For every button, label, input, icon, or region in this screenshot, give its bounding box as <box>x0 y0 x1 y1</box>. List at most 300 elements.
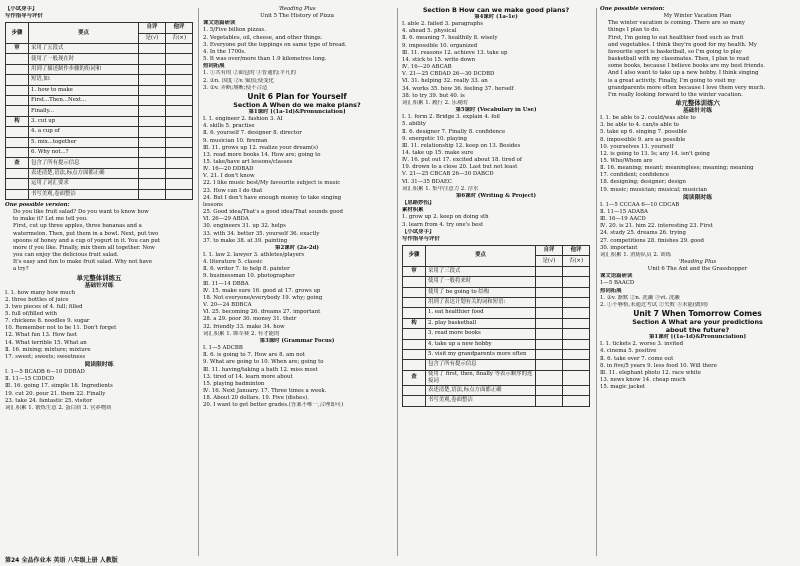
answer-line: Ⅴ. 21—25 CBCAB 26—30 DABCD <box>402 171 494 178</box>
answer-line: Ⅱ. 6. meaning 7. healthily 8. wisely <box>402 35 498 42</box>
version-label: One possible version: <box>5 201 70 208</box>
self-eval-cell[interactable] <box>139 137 166 147</box>
answer-line: Ⅲ. 11—14 DBBA <box>203 280 249 287</box>
column-1 <box>5 6 193 412</box>
answer-line: Ⅰ. 1. tickets 2. worse 3. invited <box>600 341 684 348</box>
basic-practice-heading: 基础针对练 <box>84 282 114 289</box>
step-cell <box>403 360 426 370</box>
point-cell: 短语,如: <box>29 75 139 85</box>
self-eval-cell[interactable] <box>139 85 166 95</box>
answer-line: And I also want to take up a new hobby. I think singing <box>608 70 759 77</box>
peer-eval-cell[interactable] <box>166 54 193 64</box>
answer-line: 5. take up 6. singing 7. possible <box>600 129 687 136</box>
peer-eval-cell[interactable] <box>166 75 193 85</box>
answer-line: It's easy and fun to make fruit salad. Why not have <box>13 259 153 266</box>
peer-eval-cell[interactable] <box>563 308 590 318</box>
peer-eval-cell[interactable] <box>563 329 590 339</box>
table-row <box>6 64 193 74</box>
point-cell: 书写美观,卷面整洁 <box>426 396 536 406</box>
answer-line: 2. ①n. 国度 ②v. 赋值;使变化 <box>203 77 275 84</box>
answer-line: basketball with my classmates. Then, I plan to read <box>608 56 749 63</box>
answer-line: 34. works 35. how 36. feeling 37. herself <box>402 85 514 92</box>
answer-line: Ⅱ. 6. is going to 7. How are 8. am not <box>203 352 305 359</box>
header-other: 他评 <box>166 23 193 33</box>
answer-line: 23. How can I do that <box>203 187 263 194</box>
header-yes: 是(√) <box>139 33 166 43</box>
header-step: 步骤 <box>6 23 29 44</box>
table-row <box>403 329 590 339</box>
table-row <box>6 127 193 137</box>
sub-heading: 热词拓展 <box>600 287 622 294</box>
reading-plus-unit: Unit 5 The History of Pizza <box>260 13 334 20</box>
answer-line: Ⅴ. 21. I don't know <box>203 173 255 180</box>
table-row <box>6 137 193 147</box>
point-cell: 用到了描述制作步骤的衔词和 <box>29 64 139 74</box>
step-cell <box>6 96 29 106</box>
answer-line: 24. But I don't have enough money to take singing <box>203 194 342 201</box>
answer-line: The winter vacation is coming. There are so many <box>608 20 745 27</box>
answer-line: 32. friendly 33. make 34. how <box>203 323 285 330</box>
answer-line: grandparents more often because I love them very much. <box>608 84 766 91</box>
answer-line: 14. What terrible 15. What an <box>5 339 87 346</box>
answer-line: 25. Good idea/That's a good idea/That sounds good <box>203 209 343 216</box>
peer-eval-cell[interactable] <box>563 266 590 276</box>
step-cell <box>6 106 29 116</box>
answer-line: Ⅳ. 16—20 DDBAD <box>203 166 254 173</box>
peer-eval-cell[interactable] <box>563 396 590 406</box>
answer-line: 4. In the 1700s. <box>203 48 246 55</box>
sub-heading: 课文语篇研读 <box>203 20 236 27</box>
answer-line: 词汇积累 1. 履行 2. 乐观的 <box>402 99 468 106</box>
answer-line: 3. ①v. 弄断;掰断;使不合适 <box>203 84 268 91</box>
self-eval-cell[interactable] <box>536 385 563 395</box>
header-yes: 是(√) <box>536 256 563 266</box>
section-heading: Section A When do we make plans? <box>233 100 361 109</box>
answer-line: 15. playing badminton <box>203 380 265 387</box>
reading-practice-heading: 阅读限时练 <box>84 362 114 369</box>
answer-line: 词汇积累 1. 消防队员 2. 训练 <box>600 251 672 258</box>
self-eval-cell[interactable] <box>139 148 166 158</box>
answer-line: 15. magic jacket <box>600 384 646 391</box>
peer-eval-cell[interactable] <box>166 85 193 95</box>
point-cell: First...Then...Next... <box>29 96 139 106</box>
step-cell <box>6 85 29 95</box>
table-row <box>403 339 590 349</box>
answer-list <box>600 202 795 259</box>
step-cell <box>6 179 29 189</box>
step-cell <box>6 75 29 85</box>
answer-line: things I plan to do. <box>608 27 660 34</box>
peer-eval-cell[interactable] <box>166 189 193 199</box>
column-4 <box>600 6 795 391</box>
answer-line: 15. take/have art lessons/classes <box>203 158 293 165</box>
answer-line: 12. is going to 13. Is; any 14. isn't going <box>600 150 710 157</box>
answer-line: 27. competitions 28. finishes 29. good <box>600 237 704 244</box>
answer-line: Ⅲ. 16—19 AACD <box>600 216 646 223</box>
answer-line: more if you like. Finally, mix them all together. Now <box>13 244 155 251</box>
point-cell: 使用了一般现在时 <box>29 54 139 64</box>
answer-line: 1. 5/Five billion pizzas. <box>203 27 266 34</box>
answer-line: Ⅱ. 6. writer 7. to help 8. painter <box>203 266 290 273</box>
answer-line: 4. literature 5. classic <box>203 259 263 266</box>
answer-line: 词汇积累 1. 绑军赛 2. 有才能的 <box>203 330 280 337</box>
table-row <box>6 168 193 178</box>
answer-line: you can enjoy the delicious fruit salad. <box>13 252 119 259</box>
step-cell <box>403 297 426 307</box>
peer-eval-cell[interactable] <box>166 148 193 158</box>
column-divider <box>397 8 398 556</box>
answer-line: Ⅰ. 1. law 2. lawyer 3. athletes/players <box>203 252 305 258</box>
answer-line: Ⅲ. 16. going 17. simple 18. Ingredients <box>5 383 113 390</box>
answer-line: watermelon. Then, put them in a bowl. Next, put two <box>13 230 159 237</box>
self-eval-cell[interactable] <box>536 329 563 339</box>
answer-line: Do you like fruit salad? Do you want to know how <box>13 209 149 216</box>
peer-eval-cell[interactable] <box>166 137 193 147</box>
sub-heading: 素材积累 <box>402 207 424 214</box>
answer-line: Ⅰ. 1—5 CCCAA 6—10 CDCAB <box>600 201 680 208</box>
answer-list <box>203 252 391 338</box>
answer-line: 8. impossible 9. are as possible <box>600 136 686 143</box>
answer-line: 24. study 25. dreams 26. trying <box>600 230 686 237</box>
peer-eval-cell[interactable] <box>166 168 193 178</box>
answer-line: 30. important <box>600 244 638 251</box>
table-body <box>6 44 193 200</box>
point-cell: 3. read more books <box>426 329 536 339</box>
peer-eval-cell[interactable] <box>563 318 590 328</box>
answer-list <box>203 70 391 91</box>
answer-list <box>402 114 590 193</box>
answer-line: 3. be able to 4. can/is able to <box>600 122 679 129</box>
answer-line: 10. Remember not to be 11. Don't forget <box>5 325 117 332</box>
self-eval-cell[interactable] <box>139 75 166 85</box>
peer-eval-cell[interactable] <box>563 370 590 385</box>
unit-heading: Unit 7 When Tomorrow Comes <box>633 309 762 319</box>
answer-line: Ⅱ. 11—15 ADABA <box>600 208 648 215</box>
self-eval-cell[interactable] <box>139 127 166 137</box>
writing-evaluation-table <box>5 22 193 200</box>
reading-plus-title: 'Reading Plus <box>678 259 717 265</box>
answer-line: Ⅰ. able 2. failed 3. paragraphs <box>402 21 483 28</box>
answer-line: 20. I want to get better grades.(答案不唯一,合理即可) <box>203 402 344 409</box>
table-row <box>403 308 590 318</box>
table-row <box>6 116 193 126</box>
self-eval-cell[interactable] <box>139 116 166 126</box>
column-3 <box>402 6 590 409</box>
step-cell <box>6 168 29 178</box>
sub-heading: 【思路妙招】 <box>402 200 435 207</box>
self-eval-cell[interactable] <box>139 54 166 64</box>
table-row <box>403 396 590 406</box>
answer-list <box>402 21 590 107</box>
answer-line: 18. designing; designer; design <box>600 179 686 186</box>
table-row <box>403 266 590 276</box>
peer-eval-cell[interactable] <box>166 106 193 116</box>
point-cell: 用到了表达计划有关的词和短语: <box>426 297 536 307</box>
table-row <box>403 277 590 287</box>
point-cell: 5. visit my grandparents more often <box>426 349 536 359</box>
table-row <box>403 318 590 328</box>
self-eval-cell[interactable] <box>536 308 563 318</box>
peer-eval-cell[interactable] <box>166 158 193 168</box>
self-eval-cell[interactable] <box>536 318 563 328</box>
answer-line: 14. take up 15. make sure <box>402 149 474 156</box>
point-cell: 3. cut up <box>29 116 139 126</box>
self-eval-cell[interactable] <box>139 44 166 54</box>
unit-review-heading: 单元整体训练六 <box>675 99 720 108</box>
step-cell: 查 <box>403 370 426 385</box>
self-eval-cell[interactable] <box>536 349 563 359</box>
self-eval-cell[interactable] <box>139 106 166 116</box>
answer-line: 3. two pieces of 4. full; filled <box>5 303 83 310</box>
answer-line: Ⅰ. 1—5 ADCBB <box>203 345 243 352</box>
self-eval-cell[interactable] <box>536 360 563 370</box>
self-eval-cell[interactable] <box>536 287 563 297</box>
step-cell <box>403 287 426 297</box>
answer-line: Ⅱ. 6. designer 7. Finally 8. confidence <box>402 128 506 135</box>
answer-line: 3. learn from 4. try one's best <box>402 221 484 228</box>
peer-eval-cell[interactable] <box>563 360 590 370</box>
section-heading: Section B How can we make good plans? <box>422 6 570 14</box>
peer-eval-cell[interactable] <box>563 339 590 349</box>
answer-line: to make it? Let me tell you. <box>13 216 88 223</box>
answer-line: 28. a 29. poor 30. money 31. their <box>203 316 297 323</box>
answer-line: Ⅴ. 20—24 BDBCA <box>203 302 252 309</box>
answer-line: 13. news know 14. cheap much <box>600 377 686 384</box>
answer-list <box>600 280 795 287</box>
point-cell: 书写美观,卷面整洁 <box>29 189 139 199</box>
header-point: 要点 <box>29 23 139 44</box>
table-row <box>6 106 193 116</box>
peer-eval-cell[interactable] <box>166 44 193 54</box>
column-divider <box>596 8 597 556</box>
page-footer: 第24 全品作业本 英语 八年级上册 人教版 <box>5 557 118 564</box>
answer-line: 15. Who/Whom are <box>600 157 653 164</box>
peer-eval-cell[interactable] <box>166 116 193 126</box>
step-cell <box>403 308 426 318</box>
step-cell <box>403 277 426 287</box>
answer-line: 3. Everyone put the toppings on same type of bread. <box>203 41 347 48</box>
table-row <box>403 297 590 307</box>
answer-line: 17. confident; confidence <box>600 172 670 179</box>
self-eval-cell[interactable] <box>139 189 166 199</box>
answer-line: 18. Not everyone/everybody 19. why; going <box>203 294 323 301</box>
answer-line: 2. Vegetables, oil, cheese, and other things. <box>203 34 323 41</box>
answer-line: Ⅴ. 21—25 CBDAD 26—30 DCDBD <box>402 71 495 78</box>
step-cell: 查 <box>6 158 29 168</box>
step-cell <box>6 127 29 137</box>
self-eval-cell[interactable] <box>536 339 563 349</box>
step-cell: 构 <box>403 318 426 328</box>
peer-eval-cell[interactable] <box>563 385 590 395</box>
answer-list <box>402 214 590 228</box>
writing-evaluation-table <box>402 245 590 407</box>
column-2 <box>203 6 391 409</box>
answer-line: 22. I like music best/My favourite subject is music <box>203 180 341 187</box>
peer-eval-cell[interactable] <box>166 179 193 189</box>
answer-line: Ⅱ. 6. take over 7. come out <box>600 355 674 362</box>
peer-eval-cell[interactable] <box>166 127 193 137</box>
answer-line: lessons <box>203 201 223 208</box>
answer-line: Ⅲ. 11. grows up 12. realize your dream(s) <box>203 144 318 151</box>
point-cell: 4. a cup of <box>29 127 139 137</box>
answer-line: some books, because I believe books are my best friends. <box>608 63 765 70</box>
step-cell <box>6 54 29 64</box>
table-row <box>403 349 590 359</box>
peer-eval-cell[interactable] <box>166 64 193 74</box>
answer-line: 8. in five/5 years 9. less food 10. Will there <box>600 362 717 369</box>
answer-line: Ⅰ. 1. be able to 2. could/was able to <box>600 115 696 122</box>
answer-line: Ⅲ. 11. reasons 12. achieve 13. take up <box>402 49 508 56</box>
table-header-row <box>403 246 590 256</box>
answer-line: Ⅲ. 11. having/taking a bath 12. miss most <box>203 366 318 373</box>
table-row <box>403 370 590 385</box>
reading-practice-heading: 阅读限时练 <box>683 194 712 201</box>
lesson-heading: 第5课时 (Vocabulary in Use) <box>455 107 537 114</box>
point-cell: 2. play basketball <box>426 318 536 328</box>
answer-list <box>203 345 391 409</box>
answer-line: 23. take 24. fantastic 25. visitor <box>5 397 93 404</box>
answer-line: 9. energetic 10. playing <box>402 135 467 142</box>
basic-practice-heading: 基础针对练 <box>683 108 712 115</box>
step-cell <box>403 329 426 339</box>
lesson-heading: 第4课时 (1a-1e) <box>474 14 518 20</box>
table-row <box>403 360 590 370</box>
header-self: 自评 <box>139 23 166 33</box>
answer-line: 1—5 BAACD <box>600 280 635 287</box>
answer-line: 19. music; musician; musical; musician <box>600 186 708 193</box>
self-eval-cell[interactable] <box>536 266 563 276</box>
table-row <box>403 287 590 297</box>
header-self: 自评 <box>536 246 563 256</box>
answer-line: 2. ①不够格,未通过考试 ②失败 ③未能(做到) <box>600 301 708 308</box>
sub-heading: 热词拓展 <box>203 63 225 70</box>
answer-line: 17. sweet; sweets; sweetness <box>5 353 86 360</box>
point-cell: 运用了词汇要求 <box>29 179 139 189</box>
answer-list <box>203 116 391 245</box>
answer-line: 9. businessman 10. photographer <box>203 273 295 280</box>
self-eval-cell[interactable] <box>536 277 563 287</box>
lesson-heading: 第1课时 [(1a-1d)&Pronunciation] <box>248 108 346 115</box>
peer-eval-cell[interactable] <box>166 96 193 106</box>
section-heading: Section A What are your predictions <box>632 318 763 327</box>
lesson-heading: 第3课时 (Grammar Focus) <box>259 337 335 344</box>
point-cell: 包含了所有提示信息 <box>426 360 536 370</box>
answer-line: Ⅲ. 11. relationship 12. keep on 13. Besides <box>402 142 521 149</box>
answer-line: 30. engineers 31. up 32. helps <box>203 223 286 230</box>
unit-heading: Unit 6 Plan for Yourself <box>247 91 347 101</box>
answer-line: Ⅰ. 1—5 BCADB 6—10 DDBAD <box>5 369 85 376</box>
answer-line: 33. with 34. better 35. yourself 36. exactly <box>203 230 320 237</box>
table-row <box>6 96 193 106</box>
answer-line: 9. musician 10. fireman <box>203 137 268 144</box>
self-eval-cell[interactable] <box>536 370 563 385</box>
header-step: 步骤 <box>403 246 426 267</box>
answer-line: First, cut up three apples, three bananas and a <box>13 223 142 230</box>
answer-line: 19. cut 20. pour 21. them 22. Finally <box>5 390 106 397</box>
section-title: 写作指导与评价 <box>5 13 43 20</box>
answer-line: Ⅵ. 25. becoming 26. dreams 27. important <box>203 309 321 316</box>
answer-line: 19. drown to a close 20. Last but not least <box>402 164 518 171</box>
sample-essay <box>5 209 193 273</box>
point-cell: 使用了 be going to 结构 <box>426 287 536 297</box>
answer-line: 5. ability <box>402 121 426 128</box>
answer-line: 4. ahead 5. physical <box>402 28 457 35</box>
lesson-heading: 第2课时 (2a-2d) <box>275 244 319 251</box>
answer-line: spoons of honey and a cup of yogurt in it. You can put <box>13 237 161 244</box>
point-cell: 使用了 first, then, finally 等表示顺序的连接词 <box>426 370 536 385</box>
step-cell: 构 <box>6 116 29 126</box>
self-eval-cell[interactable] <box>139 64 166 74</box>
answer-line: 2. three bottles of juice <box>5 296 69 303</box>
peer-eval-cell[interactable] <box>563 297 590 307</box>
section-title: 写作指导与评价 <box>402 235 440 242</box>
answer-line: 13. tired of 14. learn more about <box>203 373 293 380</box>
answer-line: Ⅳ. 20. is 21. him 22. interesting 23. First <box>600 223 713 230</box>
answer-line: Ⅳ. 16. put out 17. excited about 18. tired of <box>402 157 522 164</box>
answer-list <box>600 115 795 194</box>
answer-line: 5. full of/filled with <box>5 310 57 317</box>
point-cell: 使用了一般将来时 <box>426 277 536 287</box>
answer-line: 1. ①共有的 ②面包的 ③普通的;平凡的 <box>203 70 296 77</box>
step-cell: 审 <box>6 44 29 54</box>
self-eval-cell[interactable] <box>139 179 166 189</box>
answer-line: First, I'm going to eat healthier food such as fruit <box>608 34 744 41</box>
table-header-row <box>6 23 193 33</box>
table-row <box>6 189 193 199</box>
peer-eval-cell[interactable] <box>563 277 590 287</box>
self-eval-cell[interactable] <box>139 168 166 178</box>
answer-line: Ⅰ. 1. engineer 2. fashion 3. AI <box>203 116 283 123</box>
answer-line: 12. What fun 13. How fast <box>5 332 77 339</box>
point-cell: 1. how to make <box>29 85 139 95</box>
self-eval-cell[interactable] <box>139 158 166 168</box>
section-tag: 【小试身手】 <box>402 228 435 235</box>
self-eval-cell[interactable] <box>536 297 563 307</box>
peer-eval-cell[interactable] <box>563 349 590 359</box>
header-no: 否(×) <box>166 33 193 43</box>
answer-line: 13. read more books 14. How are; going to <box>203 151 321 158</box>
sub-heading: 课文语篇研读 <box>600 273 633 280</box>
essay-title: My Winter Vacation Plan <box>663 13 732 20</box>
answer-line: 10. yourselves 11. yourself <box>600 143 674 150</box>
answer-line: is a great activity. Finally, I'm going to visit my <box>608 77 736 84</box>
answer-line: 38. to try 39. but 40. is <box>402 92 465 99</box>
answer-line: 18. About 20 dollars. 19. Five (dishes). <box>203 395 309 402</box>
section-tag: 【小试身手】 <box>5 6 38 12</box>
answer-line: Ⅱ. 11—15 CDDCD <box>5 376 55 383</box>
self-eval-cell[interactable] <box>536 396 563 406</box>
step-cell <box>6 189 29 199</box>
answer-line: Ⅱ. 16. mixing; mixture; mixture <box>5 346 91 353</box>
table-row <box>6 44 193 54</box>
answer-line: Ⅰ. 1. how many how much <box>5 289 76 296</box>
answer-line: 9. impossible 10. organized <box>402 42 478 49</box>
answer-line: Ⅵ. 31. helping 32. really 33. an <box>402 78 488 85</box>
self-eval-cell[interactable] <box>139 96 166 106</box>
peer-eval-cell[interactable] <box>563 287 590 297</box>
table-row <box>403 385 590 395</box>
point-cell: 包含了所有提示信息 <box>29 158 139 168</box>
table-row <box>6 75 193 85</box>
step-cell <box>6 137 29 147</box>
step-cell <box>6 64 29 74</box>
sample-essay <box>600 20 795 99</box>
step-cell <box>403 385 426 395</box>
answer-line: Ⅳ. 16—20 ABCAB <box>402 64 452 71</box>
answer-line: and vegetables. I think they're good for my health. My <box>608 41 757 48</box>
answer-list <box>5 369 193 412</box>
answer-line: 7. chickens 8. noodles 9. sugar <box>5 318 90 325</box>
